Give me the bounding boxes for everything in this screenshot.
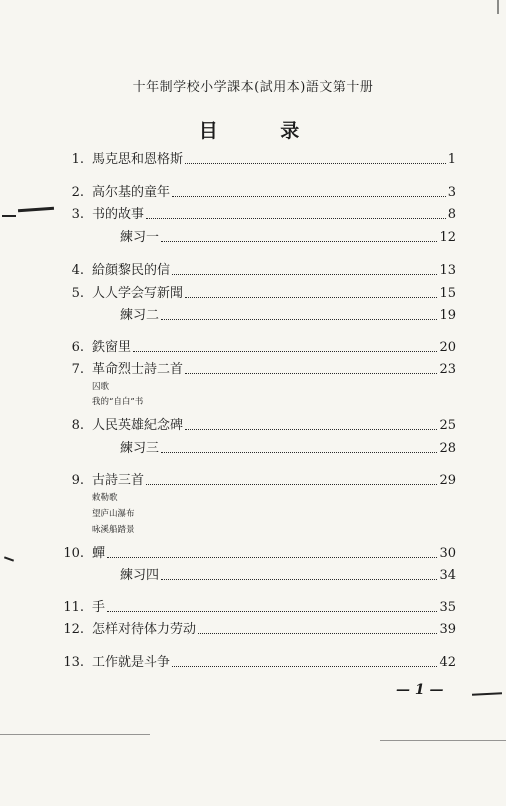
scan-artifact-mark [18, 207, 54, 213]
entry-title: 革命烈士詩二首 [92, 362, 184, 377]
entry-number: 6. [71, 340, 84, 355]
poem-subitem: 囚歌 [92, 382, 110, 392]
entry-page: 29 [439, 473, 456, 488]
toc-entry-1 [71, 150, 456, 168]
entry-page: 3 [447, 185, 456, 200]
toc-entry-12 [63, 620, 456, 638]
entry-number: 5. [71, 286, 84, 301]
toc-entry-10 [63, 544, 456, 562]
entry-number: 13. [63, 655, 84, 670]
leader-dots [185, 162, 446, 164]
entry-number: 10. [63, 546, 84, 561]
leader-dots [198, 632, 437, 634]
entry-number: 8. [71, 418, 84, 433]
leader-dots [146, 217, 446, 219]
entry-page: 42 [439, 655, 456, 670]
toc-entry-13 [63, 653, 456, 671]
entry-title: 人人学会写新聞 [92, 286, 184, 301]
toc-entry-8 [71, 416, 456, 434]
leader-dots [185, 296, 437, 298]
entry-page: 34 [439, 568, 456, 583]
entry-title: 給顔黎民的信 [92, 263, 171, 278]
leader-dots [185, 428, 437, 430]
entry-page: 12 [439, 230, 456, 245]
entry-number: 1. [71, 152, 84, 167]
entry-number: 9. [71, 473, 84, 488]
entry-title: 鉄窗里 [92, 340, 132, 355]
toc-exercise-4 [120, 566, 456, 584]
leader-dots [161, 240, 437, 242]
entry-number: 2. [71, 185, 84, 200]
leader-dots [146, 483, 437, 485]
entry-title: 古詩三首 [92, 473, 145, 488]
entry-title: 高尔基的童年 [92, 185, 171, 200]
toc-entry-3 [71, 205, 456, 223]
toc-entry-5 [71, 284, 456, 302]
entry-number: 4. [71, 263, 84, 278]
leader-dots [133, 350, 437, 352]
leader-dots [161, 578, 437, 580]
book-header: 十年制学校小学課本(試用本)語文第十册 [132, 80, 374, 95]
leader-dots [107, 556, 437, 558]
leader-dots [172, 665, 437, 667]
scan-edge-line [380, 740, 506, 741]
leader-dots [161, 318, 437, 320]
entry-title: 人民英雄紀念碑 [92, 418, 184, 433]
toc-exercise-2 [120, 306, 456, 324]
entry-page: 8 [447, 207, 456, 222]
entry-page: 1 [447, 152, 456, 167]
entry-page: 13 [439, 263, 456, 278]
poem-subitem: 咏溪船踏景 [92, 525, 135, 535]
entry-title: 練习三 [120, 441, 160, 456]
scan-edge-line [0, 734, 150, 735]
entry-page: 30 [439, 546, 456, 561]
toc-entry-6 [71, 338, 456, 356]
scan-artifact-mark [497, 0, 499, 14]
leader-dots [161, 451, 437, 453]
entry-page: 19 [439, 308, 456, 323]
poem-subitem: 望庐山瀑布 [92, 509, 135, 519]
entry-page: 28 [439, 441, 456, 456]
entry-title: 練习一 [120, 230, 160, 245]
entry-page: 20 [439, 340, 456, 355]
scan-artifact-mark [472, 692, 502, 696]
entry-number: 7. [71, 362, 84, 377]
entry-title: 馬克思和恩格斯 [92, 152, 184, 167]
toc-entry-7 [71, 360, 456, 378]
entry-title: 練习二 [120, 308, 160, 323]
leader-dots [185, 372, 437, 374]
leader-dots [172, 195, 446, 197]
entry-title: 練习四 [120, 568, 160, 583]
entry-title: 工作就是斗争 [92, 655, 171, 670]
toc-title: 目 录 [198, 120, 328, 142]
entry-number: 3. [71, 207, 84, 222]
leader-dots [107, 610, 437, 612]
entry-page: 39 [439, 622, 456, 637]
toc-entry-4 [71, 261, 456, 279]
entry-page: 23 [439, 362, 456, 377]
entry-title: 怎样对待体力劳动 [92, 622, 197, 637]
entry-title: 蟬 [92, 546, 106, 561]
entry-page: 25 [439, 418, 456, 433]
entry-page: 15 [439, 286, 456, 301]
entry-page: 35 [439, 600, 456, 615]
scan-artifact-mark [2, 215, 16, 217]
toc-entry-2 [71, 183, 456, 201]
entry-title: 书的故事 [92, 207, 145, 222]
toc-exercise-3 [120, 439, 456, 457]
poem-subitem: 我的“自白”书 [92, 397, 144, 407]
entry-number: 12. [63, 622, 84, 637]
poem-subitem: 敕勒歌 [92, 493, 118, 503]
page-number-footer: — 1 — [396, 682, 444, 698]
leader-dots [172, 273, 437, 275]
scan-artifact-mark [4, 556, 14, 561]
toc-exercise-1 [120, 228, 456, 246]
entry-title: 手 [92, 600, 106, 615]
entry-number: 11. [63, 600, 84, 615]
toc-entry-9 [71, 471, 456, 489]
toc-entry-11 [63, 598, 456, 616]
